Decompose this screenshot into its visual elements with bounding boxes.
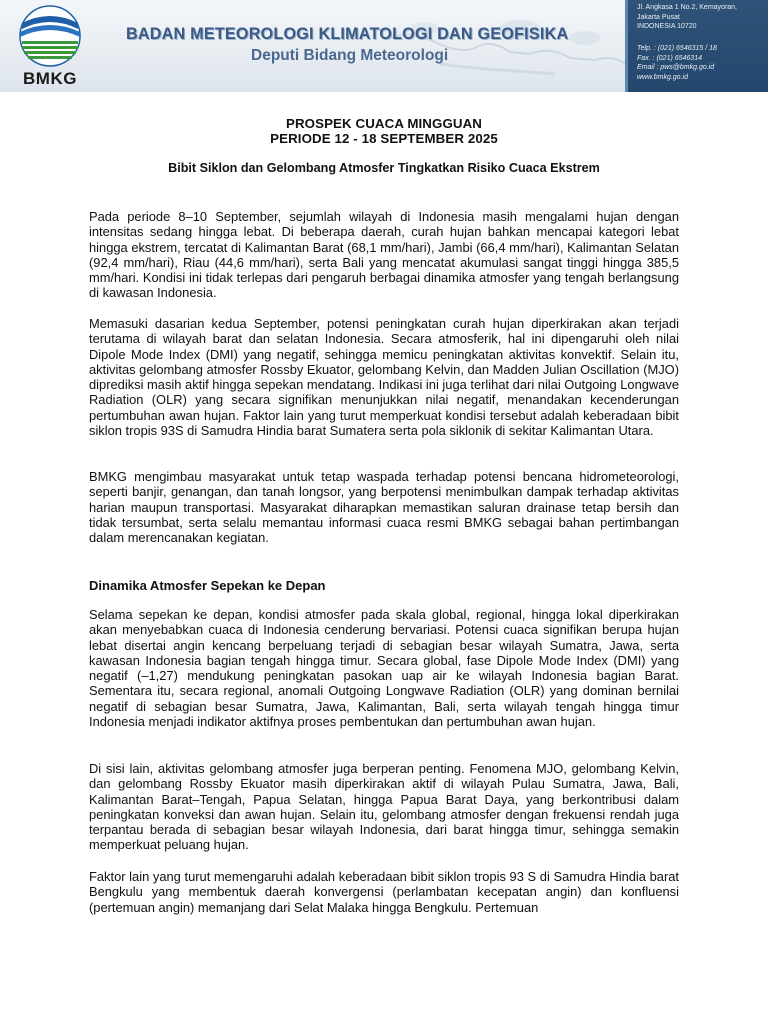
phone-line: Telp. : (021) 6546315 / 18: [637, 45, 717, 52]
agency-name: BADAN METEOROLOGI KLIMATOLOGI DAN GEOFISIKA: [126, 25, 569, 43]
document-title: PROSPEK CUACA MINGGUAN: [286, 116, 482, 131]
website-link[interactable]: www.bmkg.go.id: [637, 73, 688, 81]
address-block: [637, 3, 765, 32]
address-line: Jakarta Pusat: [637, 13, 680, 21]
address-line: INDONESIA 10720: [637, 23, 697, 31]
deputy-name: Deputi Bidang Meteorologi: [251, 47, 449, 64]
intro-paragraph-1: Pada periode 8–10 September, sejumlah wilayah di Indonesia masih mengalami hujan dengan intensitas sedang hingga lebat. Di beberapa daerah, curah hujan bahkan mencapai kategori lebat hingga ekstrem, tercatat di Kalimantan Barat (68,1 mm/hari), Jambi (66,4 mm/hari), Kalimantan Selatan (92,4 mm/hari), Riau (44,6 mm/hari), serta Bali yang mencatat akumulasi sangat tinggi hingga 385,5 mm/hari. Kondisi ini tidak terlepas dari pengaruh berbagai dinamika atmosfer yang tengah berlangsung di kawasan Indonesia.: [89, 209, 679, 301]
contact-panel: [625, 0, 768, 92]
bmkg-emblem-icon: [14, 5, 86, 67]
contact-block: [637, 44, 765, 82]
fax-line: Fax. : (021) 6546314: [637, 54, 702, 62]
section-paragraph-2: Di sisi lain, aktivitas gelombang atmosfer juga berperan penting. Fenomena MJO, gelombang Kelvin, dan gelombang Rossby Ekuator masih diperkirakan aktif di wilayah Pulau Sumatra, Jawa, Bali, Kalimantan Barat–Tengah, Papua Selatan, hingga Papua Barat Daya, yang berkontribusi dalam peningkatan konveksi dan awan hujan. Selain itu, gelombang atmosfer dengan frekuensi rendah juga terpantau berada di sebagian besar wilayah Indonesia, dari barat hingga timur, sehingga semakin memperkuat peluang hujan.: [89, 761, 679, 853]
document-period: PERIODE 12 - 18 SEPTEMBER 2025: [270, 131, 498, 146]
section-paragraph-1: Selama sepekan ke depan, kondisi atmosfer pada skala global, regional, hingga lokal diperkirakan akan menyebabkan cuaca di Indonesia cenderung bervariasi. Potensi cuaca signifikan berupa hujan lebat disertai angin kencang berpeluang terjadi di sebagian besar wilayah Sumatra, Jawa, serta kawasan Indonesia bagian tengah hingga timur. Secara global, fase Dipole Mode Index (DMI) yang negatif (–1,27) mendukung peningkatan pasokan uap air ke wilayah Indonesia bagian Barat. Sementara itu, secara regional, anomali Outgoing Longwave Radiation (OLR) yang dominan bernilai negatif di sebagian besar Sumatra, Jawa, Kalimantan, Bali, serta wilayah tengah hingga timur Indonesia menjadi indikator aktifnya proses pembentukan dan pertumbuhan awan hujan.: [89, 607, 679, 730]
bmkg-logo-text: BMKG: [23, 69, 77, 88]
section-heading: Dinamika Atmosfer Sepekan ke Depan: [89, 578, 326, 593]
section-paragraph-3: Faktor lain yang turut memengaruhi adalah keberadaan bibit siklon tropis 93 S di Samudra Hindia barat Bengkulu yang membentuk daerah konvergensi (perlambatan kecepatan angin) dan konfluensi (pertemuan angin) memanjang dari Selat Malaka hingga Bengkulu. Pertemuan: [89, 869, 679, 915]
intro-paragraph-3: BMKG mengimbau masyarakat untuk tetap waspada terhadap potensi bencana hidrometeorologi, seperti banjir, genangan, dan tanah longsor, yang berpotensi menimbulkan dampak terhadap aktivitas harian maupun transportasi. Masyarakat diharapkan memastikan saluran drainase tetap bersih dan tidak tersumbat, serta selalu memantau informasi cuaca resmi BMKG sebagai bahan pertimbangan dalam merencanakan kegiatan.: [89, 469, 679, 546]
intro-paragraph-2: Memasuki dasarian kedua September, potensi peningkatan curah hujan diperkirakan akan terjadi terutama di wilayah barat dan selatan Indonesia. Secara atmosferik, hal ini dipengaruhi oleh nilai Dipole Mode Index (DMI) yang negatif, sehingga memicu peningkatan aktivitas konvektif. Selain itu, aktivitas gelombang atmosfer Rossby Ekuator, gelombang Kelvin, dan Madden Julian Oscillation (MJO) diprediksi masih aktif hingga sepekan mendatang. Indikasi ini juga terlihat dari nilai Outgoing Longwave Radiation (OLR) yang secara signifikan menunjukkan nilai negatif, menandakan kecenderungan pertumbuhan awan hujan. Faktor lain yang turut memperkuat kondisi tersebut adalah keberadaan bibit siklon tropis 93S di Samudra Hindia barat Sumatera serta pola siklonik di sekitar Kalimantan Utara.: [89, 316, 679, 439]
bmkg-logo: [14, 5, 86, 87]
address-line: Jl. Angkasa 1 No.2, Kemayoran,: [637, 4, 737, 11]
letterhead-banner: [0, 0, 768, 92]
document-subtitle: Bibit Siklon dan Gelombang Atmosfer Tingkatkan Risiko Cuaca Ekstrem: [168, 161, 600, 175]
email-link[interactable]: Email : pws@bmkg.go.id: [637, 64, 715, 72]
contact-panel-stripe: [625, 0, 628, 92]
